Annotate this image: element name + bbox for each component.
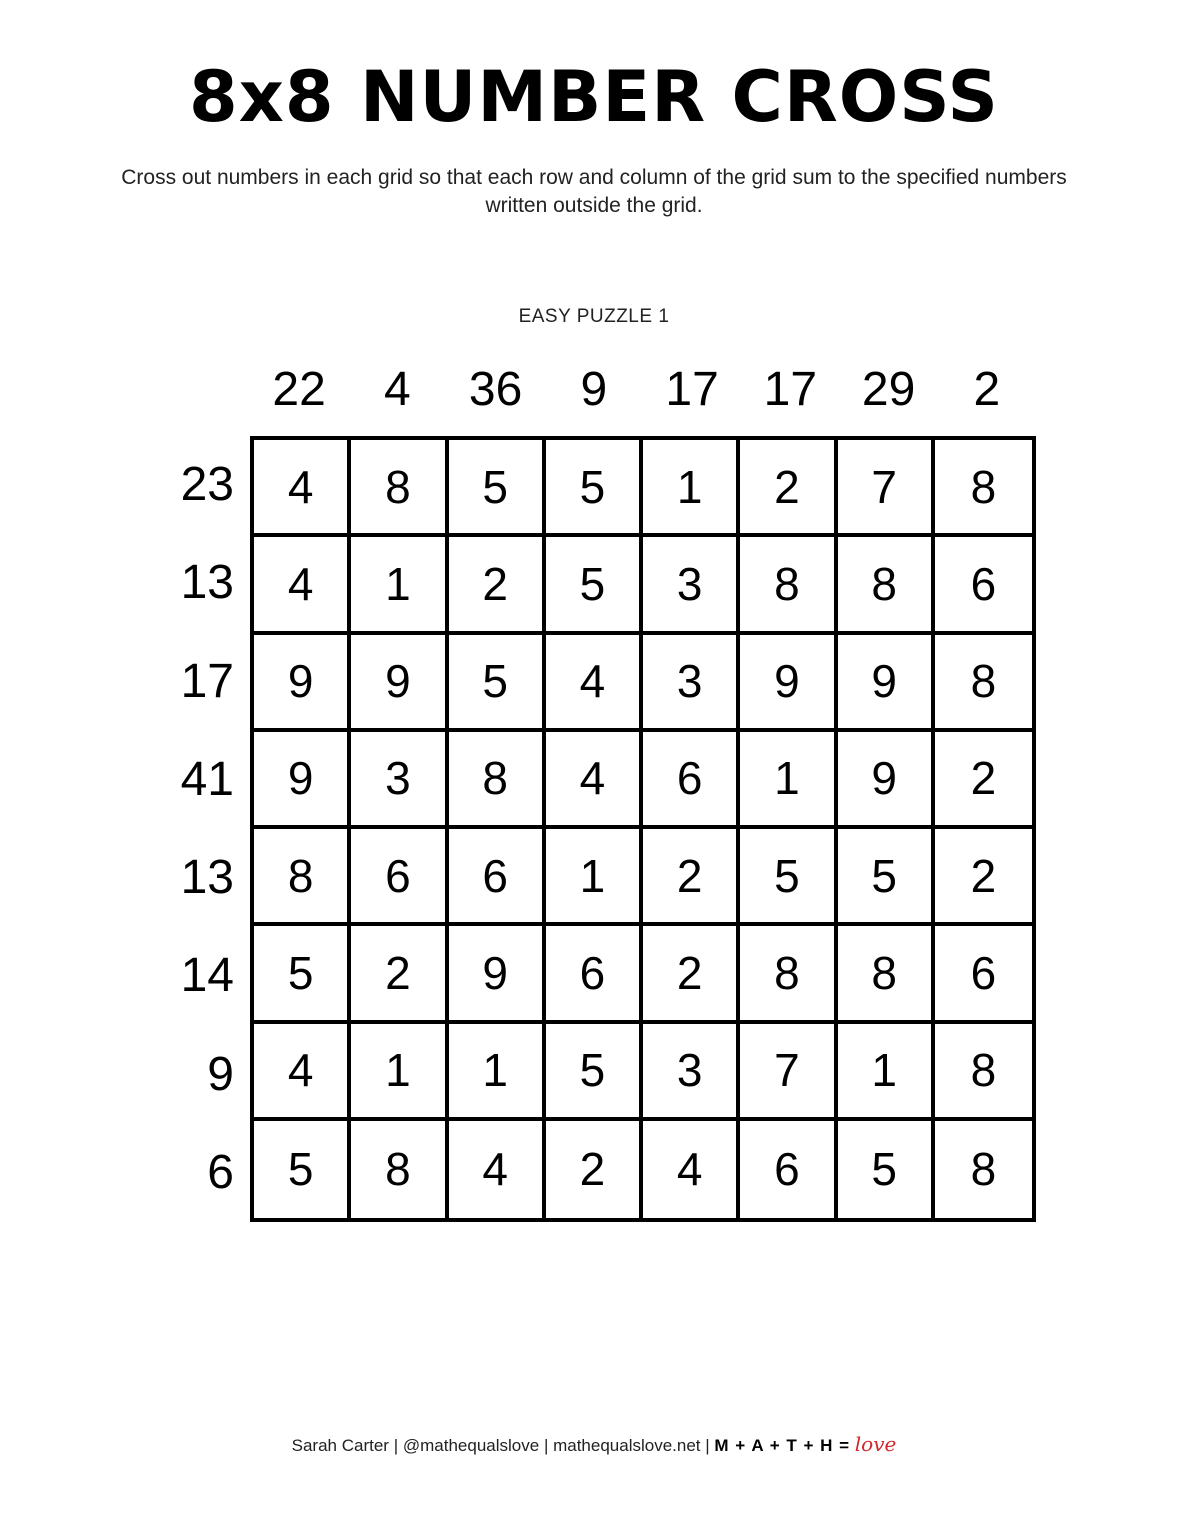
- grid-cell[interactable]: 4: [254, 440, 351, 537]
- column-sum: 2: [973, 363, 1001, 416]
- footer-separator: |: [393, 1436, 399, 1455]
- brand-logo: M + A + T + H =: [714, 1436, 851, 1455]
- row-sums: [160, 436, 240, 1222]
- grid-cell[interactable]: 2: [935, 829, 1032, 926]
- grid-cell[interactable]: 4: [643, 1121, 740, 1218]
- instructions-text: Cross out numbers in each grid so that each row and column of the grid sum to the specified numbers written outside the grid.: [121, 166, 1067, 217]
- grid-cell[interactable]: 7: [740, 1024, 837, 1121]
- grid-cell[interactable]: 3: [351, 732, 448, 829]
- grid-cell[interactable]: 5: [254, 926, 351, 1023]
- grid-cell[interactable]: 5: [546, 440, 643, 537]
- column-sum: 22: [272, 363, 326, 416]
- grid-cell[interactable]: 2: [935, 732, 1032, 829]
- grid-cell[interactable]: 2: [351, 926, 448, 1023]
- grid-cell[interactable]: 6: [449, 829, 546, 926]
- grid-cell[interactable]: 2: [740, 440, 837, 537]
- grid-cell[interactable]: 9: [449, 926, 546, 1023]
- grid-cell[interactable]: 5: [449, 635, 546, 732]
- grid-cell[interactable]: 2: [643, 829, 740, 926]
- footer-handle[interactable]: @mathequalslove: [402, 1436, 540, 1455]
- grid-cell[interactable]: 8: [935, 1024, 1032, 1121]
- puzzle-label: EASY PUZZLE 1: [518, 306, 670, 327]
- grid-cell[interactable]: 9: [254, 732, 351, 829]
- grid-cell[interactable]: 9: [838, 635, 935, 732]
- brand-love-script: love: [854, 1432, 897, 1456]
- grid-cell[interactable]: 3: [643, 635, 740, 732]
- grid-cell[interactable]: 9: [254, 635, 351, 732]
- grid-cell[interactable]: 6: [935, 537, 1032, 634]
- puzzle-grid: [250, 436, 1036, 1222]
- grid-cell[interactable]: 8: [740, 537, 837, 634]
- grid-cell[interactable]: 5: [449, 440, 546, 537]
- grid-cell[interactable]: 6: [935, 926, 1032, 1023]
- grid-cell[interactable]: 6: [740, 1121, 837, 1218]
- column-sum: 17: [665, 363, 719, 416]
- grid-cell[interactable]: 2: [643, 926, 740, 1023]
- grid-cell[interactable]: 1: [838, 1024, 935, 1121]
- grid-cell[interactable]: 8: [935, 440, 1032, 537]
- grid-cell[interactable]: 4: [546, 732, 643, 829]
- grid-cell[interactable]: 6: [546, 926, 643, 1023]
- grid-cell[interactable]: 5: [546, 1024, 643, 1121]
- page-title: 8x8 NUMBER CROSS: [189, 56, 999, 138]
- column-sum: 9: [580, 363, 608, 416]
- grid-cell[interactable]: 4: [254, 537, 351, 634]
- grid-cell[interactable]: 4: [546, 635, 643, 732]
- grid-cell[interactable]: 8: [838, 926, 935, 1023]
- grid-cell[interactable]: 9: [838, 732, 935, 829]
- footer-separator: |: [705, 1436, 710, 1455]
- grid-cell[interactable]: 1: [351, 537, 448, 634]
- grid-cell[interactable]: 8: [351, 440, 448, 537]
- row-sum: 9: [207, 1047, 234, 1101]
- column-sum: 36: [468, 363, 523, 416]
- grid-cell[interactable]: 4: [449, 1121, 546, 1218]
- row-sum: 14: [180, 949, 234, 1003]
- row-sum: 41: [180, 752, 234, 806]
- column-sum: 17: [763, 363, 818, 416]
- grid-cell[interactable]: 9: [740, 635, 837, 732]
- grid-cell[interactable]: 8: [449, 732, 546, 829]
- grid-cell[interactable]: 2: [449, 537, 546, 634]
- grid-cell[interactable]: 5: [838, 829, 935, 926]
- grid-cell[interactable]: 3: [643, 537, 740, 634]
- grid-cell[interactable]: 2: [546, 1121, 643, 1218]
- grid-cell[interactable]: 5: [838, 1121, 935, 1218]
- grid-cell[interactable]: 8: [970, 1143, 997, 1196]
- grid-cell[interactable]: 3: [643, 1024, 740, 1121]
- grid-cell[interactable]: 8: [740, 926, 837, 1023]
- grid-cell[interactable]: 8: [254, 829, 351, 926]
- footer: [0, 1432, 1188, 1456]
- grid-cell[interactable]: 1: [351, 1024, 448, 1121]
- row-sum: 6: [207, 1145, 234, 1199]
- grid-cell[interactable]: 1: [740, 732, 837, 829]
- grid-cell[interactable]: 8: [351, 1121, 448, 1218]
- grid-cell[interactable]: 5: [546, 537, 643, 634]
- column-sum: 4: [384, 363, 411, 416]
- grid-cell[interactable]: 5: [254, 1121, 351, 1218]
- grid-cell[interactable]: 6: [643, 732, 740, 829]
- grid-cell[interactable]: 1: [643, 440, 740, 537]
- grid-cell[interactable]: 9: [351, 635, 448, 732]
- row-sum: 13: [180, 556, 234, 610]
- grid-cell[interactable]: 6: [351, 829, 448, 926]
- row-sum: 17: [180, 654, 234, 708]
- grid-cell[interactable]: 4: [254, 1024, 351, 1121]
- row-sum: 23: [180, 458, 234, 511]
- grid-cell[interactable]: 5: [740, 829, 837, 926]
- column-sum: 29: [861, 363, 916, 416]
- row-sum: 13: [180, 851, 234, 904]
- grid-cell[interactable]: 7: [838, 440, 935, 537]
- column-sums: [250, 360, 1036, 420]
- grid-cell[interactable]: 1: [449, 1024, 546, 1121]
- footer-author: Sarah Carter: [291, 1436, 389, 1455]
- footer-website[interactable]: mathequalslove.net: [553, 1436, 701, 1455]
- grid-cell[interactable]: 8: [838, 537, 935, 634]
- grid-cell[interactable]: 8: [935, 635, 1032, 732]
- grid-cell[interactable]: 1: [546, 829, 643, 926]
- footer-separator: |: [543, 1436, 549, 1455]
